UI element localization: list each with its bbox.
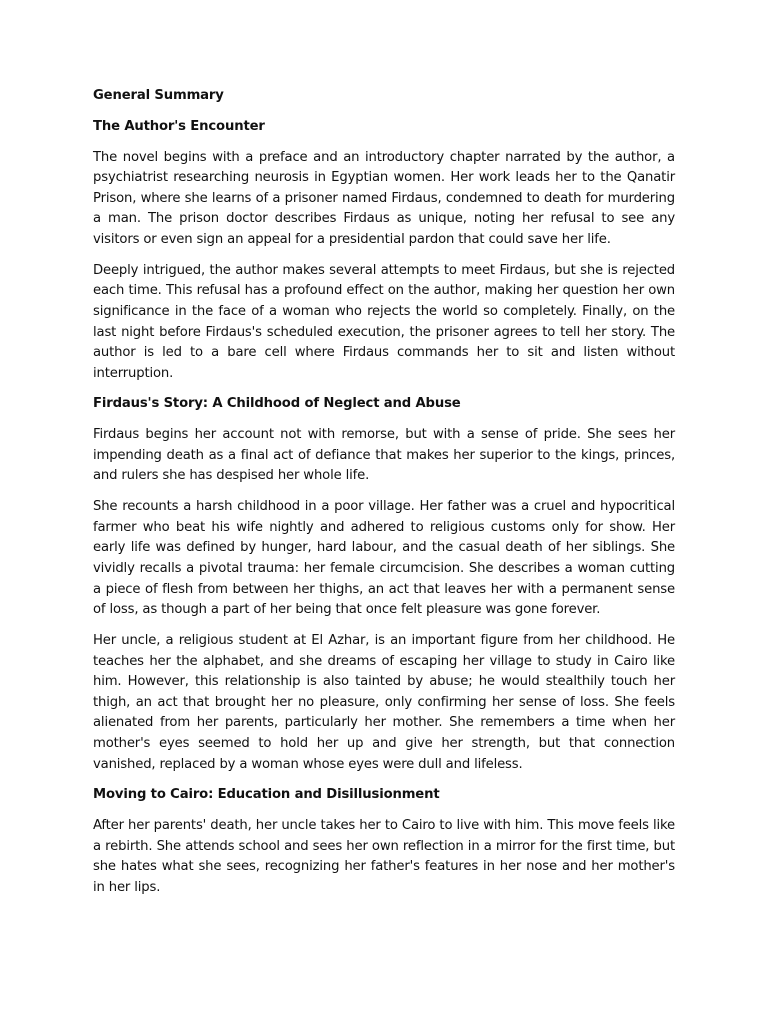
section-title-moving-to-cairo: Moving to Cairo: Education and Disillusionment xyxy=(93,787,440,803)
paragraph-parents-death: After her parents' death, her uncle takes her to Cairo to live with him. This move feels like a rebirth. She attends school and sees her own reflection in a mirror for the first time, but she hates what she sees, recognizing her father's features in her nose and her mother's in her lips. xyxy=(93,818,675,895)
section-title-childhood: Firdaus's Story: A Childhood of Neglect and Abuse xyxy=(93,396,461,412)
section-title-authors-encounter: The Author's Encounter xyxy=(93,118,265,134)
section-title-general-summary: General Summary xyxy=(93,88,224,103)
paragraph-her-uncle: Her uncle, a religious student at El Azhar, is an important figure from her childhood. He teaches her the alphabet, and she dreams of escaping her village to study in Cairo like him. However, this relationship is also tainted by abuse; he would stealthily touch her thigh, an act that brought her no pleasure, only confirming her sense of loss. She feels alienated from her parents, particularly her mother. She remembers a time when her mother's eyes seemed to hold her up and give her strength, but that connection vanished, replaced by a woman whose eyes were dull and lifeless. xyxy=(93,632,675,772)
paragraph-novel-begins: The novel begins with a preface and an introductory chapter narrated by the author, a psychiatrist researching neurosis in Egyptian women. Her work leads her to the Qanatir Prison, where she learns of a prisoner named Firdaus, condemned to death for murdering a man. The prison doctor describes Firdaus as unique, noting her refusal to see any visitors or even sign an appeal for a presidential pardon that could save her life. xyxy=(93,149,675,247)
document-page xyxy=(93,86,675,909)
paragraph-deeply-intrigued: Deeply intrigued, the author makes several attempts to meet Firdaus, but she is rejected each time. This refusal has a profound effect on the author, making her question her own significance in the face of a woman who rejects the world so completely. Finally, on the last night before Firdaus's scheduled execution, the prisoner agrees to tell her story. The author is led to a bare cell where Firdaus commands her to sit and listen without interruption. xyxy=(93,262,675,381)
paragraph-harsh-childhood: She recounts a harsh childhood in a poor village. Her father was a cruel and hypocritical farmer who beat his wife nightly and adhered to religious customs only for show. Her early life was defined by hunger, hard labour, and the casual death of her siblings. She vividly recalls a pivotal trauma: her female circumcision. She describes a woman cutting a piece of flesh from between her thighs, an act that leaves her with a permanent sense of loss, as though a part of her being that once felt pleasure was gone forever. xyxy=(93,499,675,618)
paragraph-firdaus-begins: Firdaus begins her account not with remorse, but with a sense of pride. She sees her impending death as a final act of defiance that makes her superior to the kings, princes, and rulers she has despised her whole life. xyxy=(93,427,675,484)
